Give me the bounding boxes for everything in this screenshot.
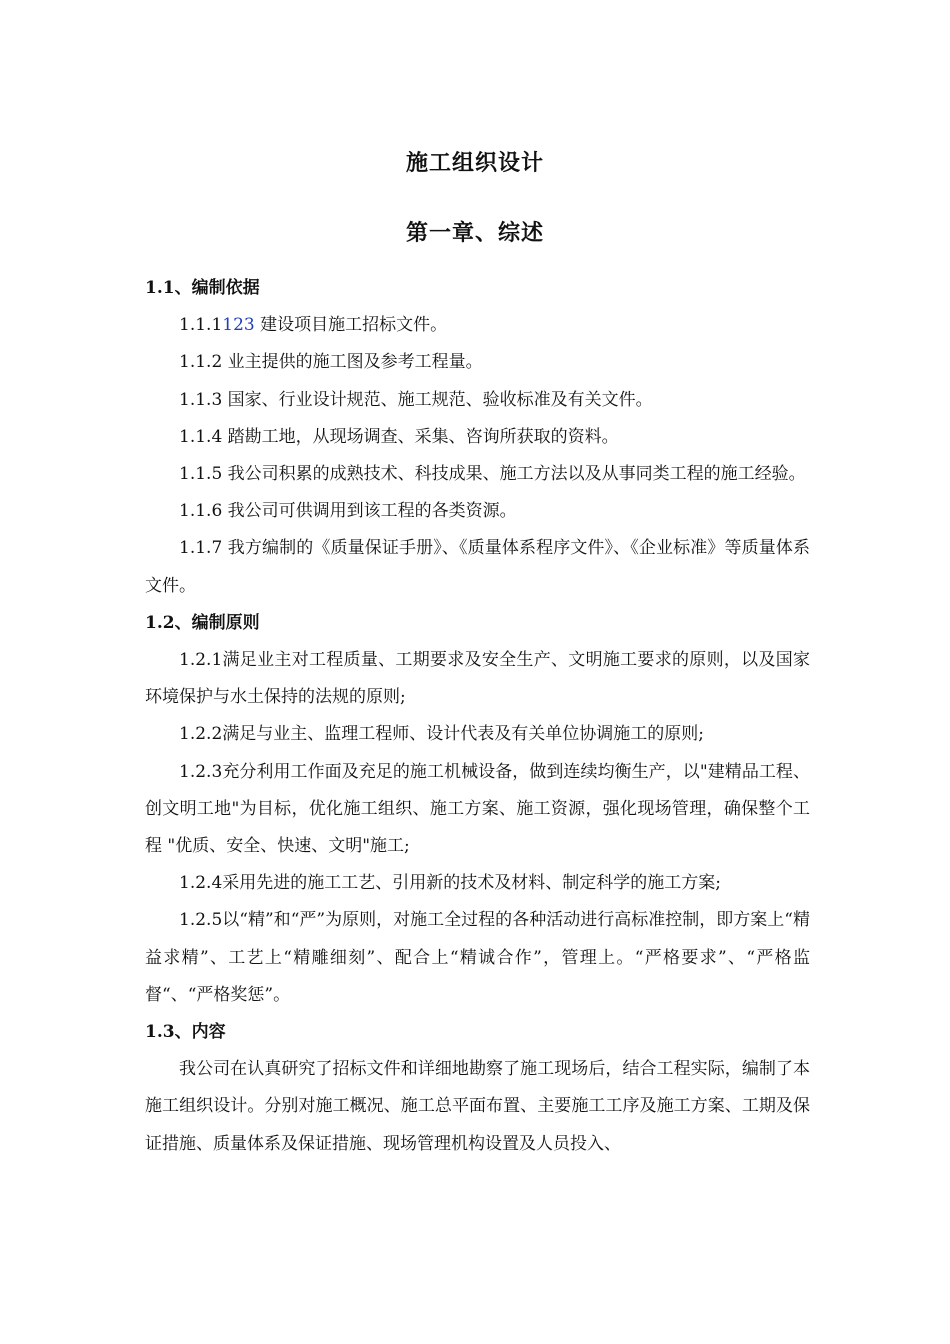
paragraph-1-2-4: [145, 865, 810, 902]
paragraph-1-1-3: [145, 382, 810, 419]
document-body: [145, 270, 810, 1163]
section-heading-1-1: 1.1、编制依据: [145, 278, 260, 298]
paragraph-number: 1.2.5: [179, 910, 223, 931]
paragraph-number: 1.1.2: [179, 352, 223, 373]
paragraph-text: 业主提供的施工图及参考工程量。: [222, 352, 483, 373]
paragraph-number: 1.1.1: [179, 315, 223, 336]
document-title: 施工组织设计: [405, 150, 544, 176]
paragraph-1-2-1: [145, 642, 810, 716]
paragraph-number: 1.2.1: [179, 650, 223, 671]
section-heading-1-3: 1.3、内容: [145, 1022, 226, 1043]
paragraph-text: 我公司在认真研究了招标文件和详细地勘察了施工现场后，结合工程实际，编制了本施工组织设计。分别对施工概况、施工总平面布置、主要施工工序及施工方案、工期及保证措施、质量体系及保证措施、现场管理机构设置及人员投入、: [145, 1059, 810, 1154]
paragraph-number: 1.1.6: [179, 501, 223, 522]
chapter-title: 第一章、综述: [405, 220, 544, 246]
paragraph-text: 充分利用工作面及充足的施工机械设备，做到连续均衡生产，以"建精品工程、创文明工地"为目标，优化施工组织、施工方案、施工资源，强化现场管理，确保整个工程 "优质、安全、快速、文明"施工;: [145, 761, 810, 857]
paragraph-number: 1.1.7: [179, 538, 223, 559]
paragraph-1-2-5: [145, 902, 810, 1014]
paragraph-text: 我方编制的《质量保证手册》、《质量体系程序文件》、《企业标准》等质量体系文件。: [145, 538, 810, 596]
paragraph-1-1-5: [145, 456, 810, 493]
paragraph-text: 满足业主对工程质量、工期要求及安全生产、文明施工要求的原则，以及国家环境保护与水土保持的法规的原则;: [145, 650, 810, 708]
paragraph-number: 1.2.2: [179, 724, 223, 745]
paragraph-text: 采用先进的施工工艺、引用新的技术及材料、制定科学的施工方案;: [222, 873, 721, 894]
paragraph-text: 踏勘工地，从现场调查、采集、咨询所获取的资料。: [222, 426, 619, 447]
paragraph-text: 满足与业主、监理工程师、设计代表及有关单位协调施工的原则;: [222, 724, 704, 745]
paragraph-number: 1.2.4: [179, 873, 223, 894]
paragraph-text: 以“精”和“严”为原则，对施工全过程的各种活动进行高标准控制，即方案上“精益求精”、工艺上“精雕细刻”、配合上“精诚合作”，管理上。“严格要求”、“严格监督“、“严格奖惩”。: [145, 910, 810, 1005]
section-heading-1-2: 1.2、编制原则: [145, 612, 260, 633]
paragraph-number: 1.1.5: [179, 464, 223, 485]
paragraph-text: 国家、行业设计规范、施工规范、验收标准及有关文件。: [222, 389, 653, 410]
paragraph-1-1-4: [145, 419, 810, 456]
paragraph-1-1-6: [145, 493, 810, 530]
paragraph-1-1-7: [145, 530, 810, 604]
paragraph-number: 1.1.3: [179, 389, 223, 410]
paragraph-number: 1.2.3: [179, 761, 223, 782]
paragraph-text: 我公司积累的成熟技术、科技成果、施工方法以及从事同类工程的施工经验。: [222, 464, 806, 485]
paragraph-text: 我公司可供调用到该工程的各类资源。: [222, 501, 517, 522]
paragraph-text: 建设项目施工招标文件。: [254, 315, 448, 336]
paragraph-1-3-content: [145, 1051, 810, 1163]
paragraph-1-2-3: [145, 754, 810, 866]
paragraph-1-1-2: [145, 344, 810, 381]
paragraph-number: 1.1.4: [179, 426, 223, 447]
paragraph-link-number: 123: [222, 315, 255, 336]
paragraph-1-2-2: [145, 716, 810, 753]
paragraph-1-1-1: [145, 307, 810, 344]
